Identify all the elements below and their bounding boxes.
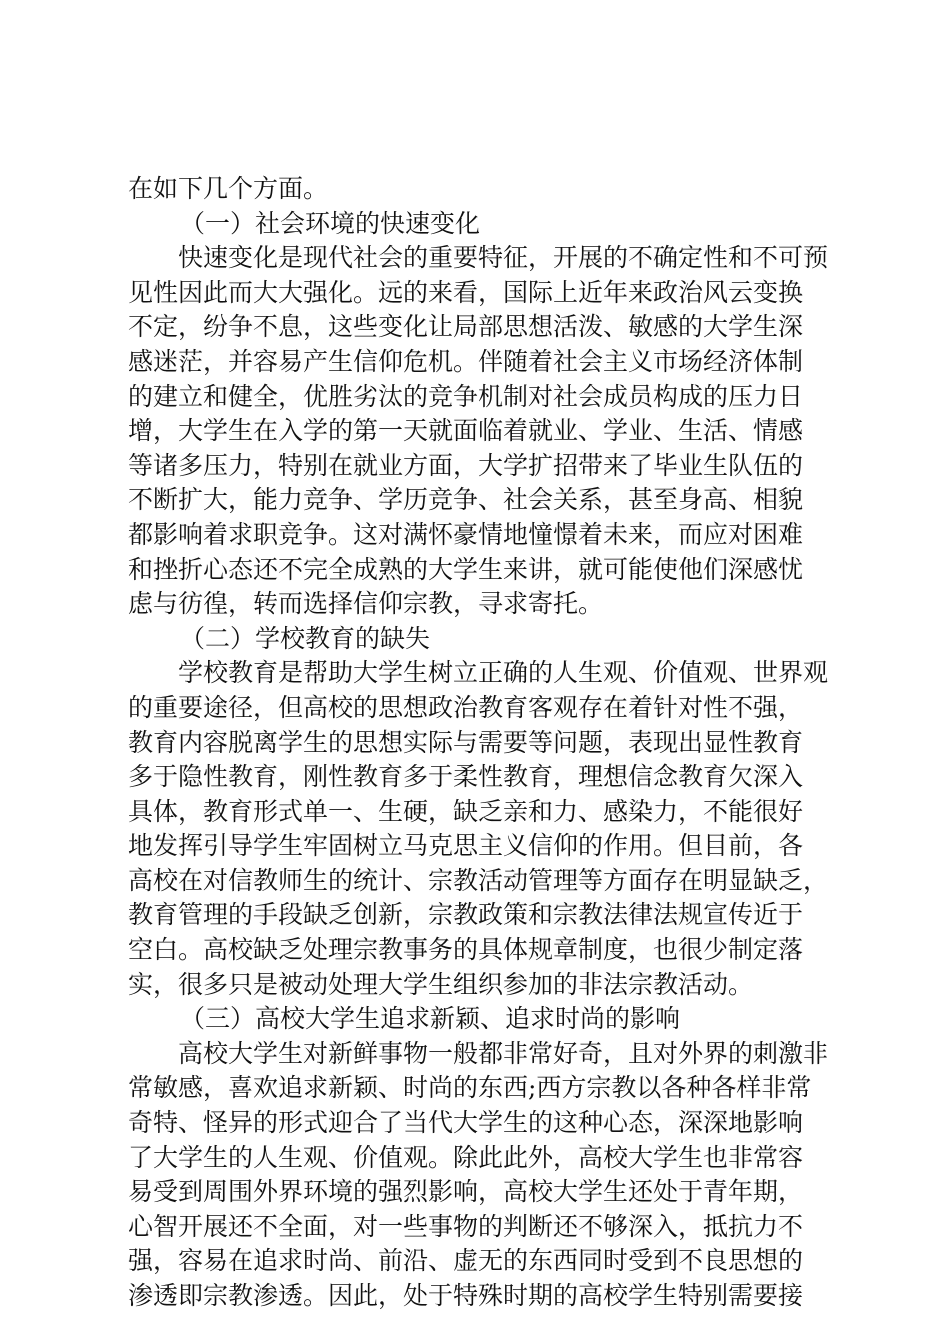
text-line: 高校大学生对新鲜事物一般都非常好奇，且对外界的刺激非 <box>178 1038 829 1068</box>
text-line: 教育管理的手段缺乏创新，宗教政策和宗教法律法规宣传近于 <box>128 900 804 930</box>
text-line: 实，很多只是被动处理大学生组织参加的非法宗教活动。 <box>128 969 754 999</box>
text-line: 学校教育是帮助大学生树立正确的人生观、价值观、世界观 <box>178 658 829 688</box>
text-line: 快速变化是现代社会的重要特征，开展的不确定性和不可预 <box>178 243 829 273</box>
text-line: 增，大学生在入学的第一天就面临着就业、学业、生活、情感 <box>128 416 804 446</box>
text-line: 不断扩大，能力竞争、学历竞争、社会关系，甚至身高、相貌 <box>128 485 804 515</box>
text-line: 都影响着求职竞争。这对满怀豪情地憧憬着未来，而应对困难 <box>128 519 804 549</box>
text-line: 多于隐性教育，刚性教育多于柔性教育，理想信念教育欠深入 <box>128 762 804 792</box>
text-line: 奇特、怪异的形式迎合了当代大学生的这种心态，深深地影响 <box>128 1108 804 1138</box>
text-line: 地发挥引导学生牢固树立马克思主义信仰的作用。但目前，各 <box>128 831 804 861</box>
text-line: 的建立和健全，优胜劣汰的竞争机制对社会成员构成的压力日 <box>128 381 804 411</box>
text-line: 感迷茫，并容易产生信仰危机。伴随着社会主义市场经济体制 <box>128 346 804 376</box>
text-line: 渗透即宗教渗透。因此，处于特殊时期的高校学生特别需要接 <box>128 1281 804 1310</box>
text-line: 具体，教育形式单一、生硬，缺乏亲和力、感染力，不能很好 <box>128 796 804 826</box>
text-line: 易受到周围外界环境的强烈影响，高校大学生还处于青年期， <box>128 1177 804 1207</box>
text-line: 的重要途径，但高校的思想政治教育客观存在着针对性不强， <box>128 692 804 722</box>
text-line: 高校在对信教师生的统计、宗教活动管理等方面存在明显缺乏， <box>128 865 829 895</box>
text-line: 空白。高校缺乏处理宗教事务的具体规章制度，也很少制定落 <box>128 935 804 965</box>
section-heading: （三）高校大学生追求新颖、追求时尚的影响 <box>180 1004 681 1034</box>
text-line: 和挫折心态还不完全成熟的大学生来讲，就可能使他们深感忧 <box>128 554 804 584</box>
document-body-text <box>128 172 848 1314</box>
text-line: 见性因此而大大强化。远的来看，国际上近年来政治风云变换 <box>128 277 804 307</box>
text-line: 教育内容脱离学生的思想实际与需要等问题，表现出显性教育 <box>128 727 804 757</box>
section-heading: （一）社会环境的快速变化 <box>180 208 481 238</box>
text-line: 常敏感，喜欢追求新颖、时尚的东西;西方宗教以各种各样非常 <box>128 1073 812 1103</box>
text-line: 心智开展还不全面，对一些事物的判断还不够深入，抵抗力不 <box>128 1211 804 1241</box>
text-line: 了大学生的人生观、价值观。除此此外，高校大学生也非常容 <box>128 1142 804 1172</box>
text-line: 在如下几个方面。 <box>128 174 329 203</box>
text-line: 不定，纷争不息，这些变化让局部思想活泼、敏感的大学生深 <box>128 312 804 342</box>
text-line: 等诸多压力，特别在就业方面，大学扩招带来了毕业生队伍的 <box>128 450 804 480</box>
text-line: 虑与彷徨，转而选择信仰宗教，寻求寄托。 <box>128 589 604 619</box>
text-line: 强，容易在追求时尚、前沿、虚无的东西同时受到不良思想的 <box>128 1246 804 1276</box>
section-heading: （二）学校教育的缺失 <box>180 623 431 653</box>
